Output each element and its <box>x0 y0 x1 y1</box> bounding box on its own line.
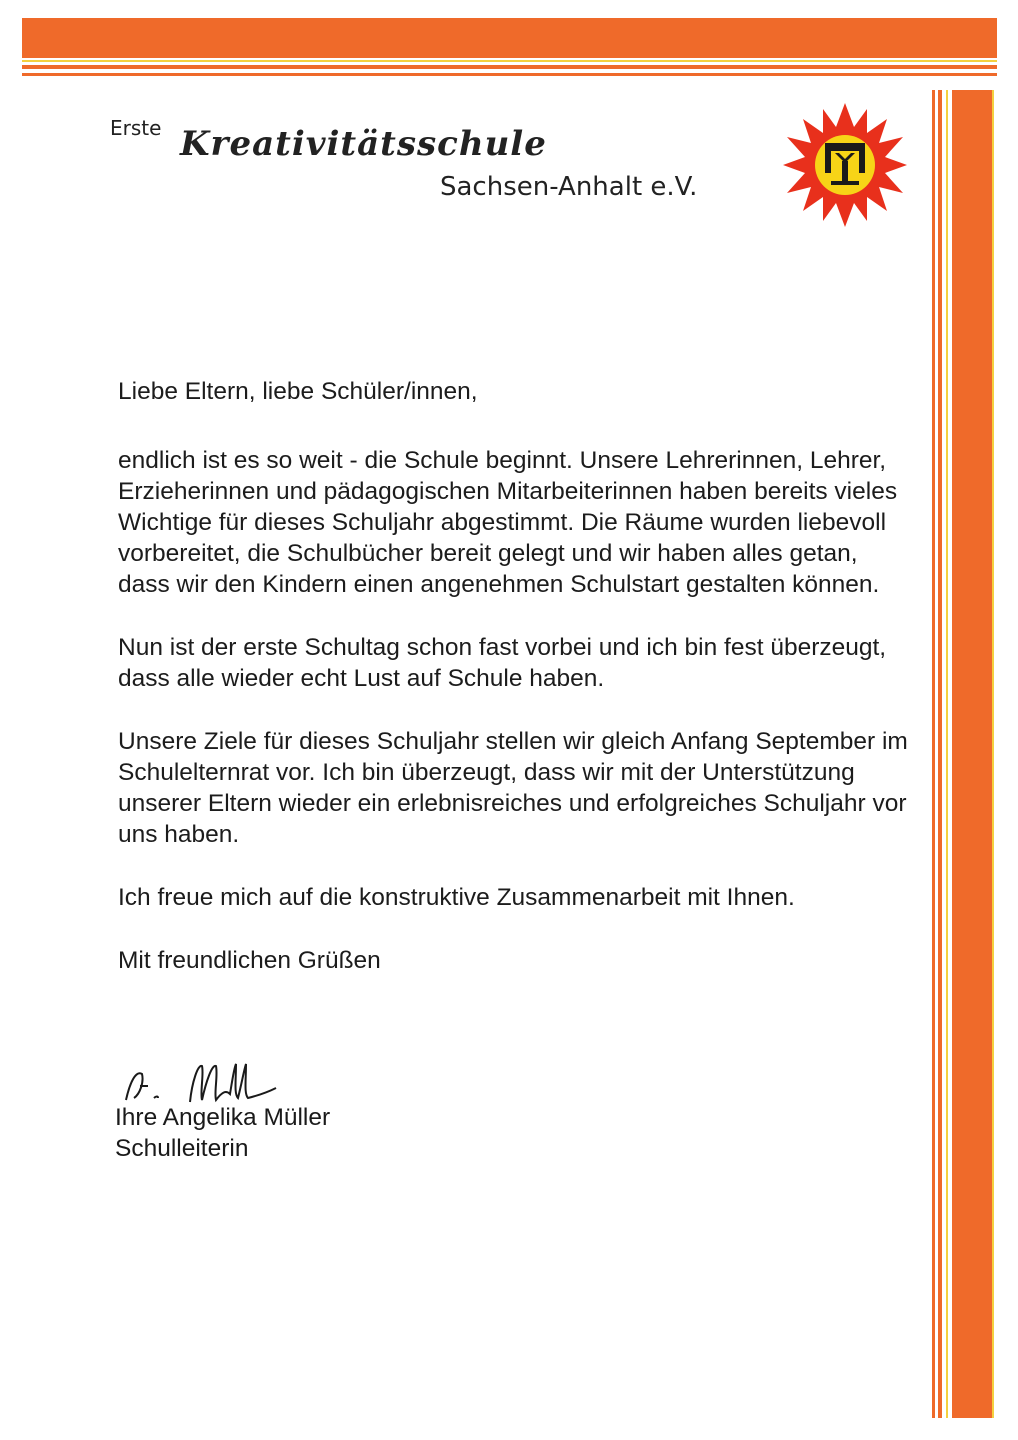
right-border-stripe <box>932 90 935 1418</box>
paragraph: Nun ist der erste Schultag schon fast vorbei und ich bin fest überzeugt, dass alle wieder echt Lust auf Schule haben. <box>118 634 887 692</box>
signer-role: Schulleiterin <box>115 1135 249 1162</box>
closing: Mit freundlichen Grüßen <box>118 947 381 974</box>
top-orange-band <box>22 18 997 58</box>
top-orange-thin-stripe <box>22 73 997 76</box>
paragraph: Ich freue mich auf die konstruktive Zusammenarbeit mit Ihnen. <box>118 884 795 911</box>
right-border-yellow-stripe <box>992 90 994 1418</box>
right-border-yellow-stripe <box>946 90 948 1418</box>
right-border-stripe <box>938 90 942 1418</box>
school-name-prefix: Erste <box>110 116 162 140</box>
paragraph: Unsere Ziele für dieses Schuljahr stellen wir gleich Anfang September im Schulelternrat vor. Ich bin überzeugt, dass wir mit der Unterstützung unserer Eltern wieder ein erlebnisreiches und erfolgreiches Schuljahr vor uns haben. <box>118 728 908 848</box>
paragraph: endlich ist es so weit - die Schule beginnt. Unsere Lehrerinnen, Lehrer, Erzieherinnen und pädagogischen Mitarbeiterinnen haben bereits vieles Wichtige für dieses Schuljahr abgestimmt. Die Räume wurden liebevoll vorbereitet, die Schulbücher bereit gelegt und wir haben alles getan, dass wir den Kindern einen angenehmen Schulstart gestalten können. <box>118 447 898 598</box>
letter-body <box>118 376 908 1016</box>
letterhead <box>110 110 710 210</box>
salutation: Liebe Eltern, liebe Schüler/innen, <box>118 378 478 405</box>
school-name: Kreativitätsschule <box>180 124 547 164</box>
school-emblem-icon <box>780 100 910 230</box>
top-orange-stripe <box>22 65 997 69</box>
top-yellow-stripe <box>22 60 997 62</box>
right-border-band <box>952 90 992 1418</box>
signer-name: Ihre Angelika Müller <box>115 1104 331 1131</box>
school-region: Sachsen-Anhalt e.V. <box>440 172 698 202</box>
